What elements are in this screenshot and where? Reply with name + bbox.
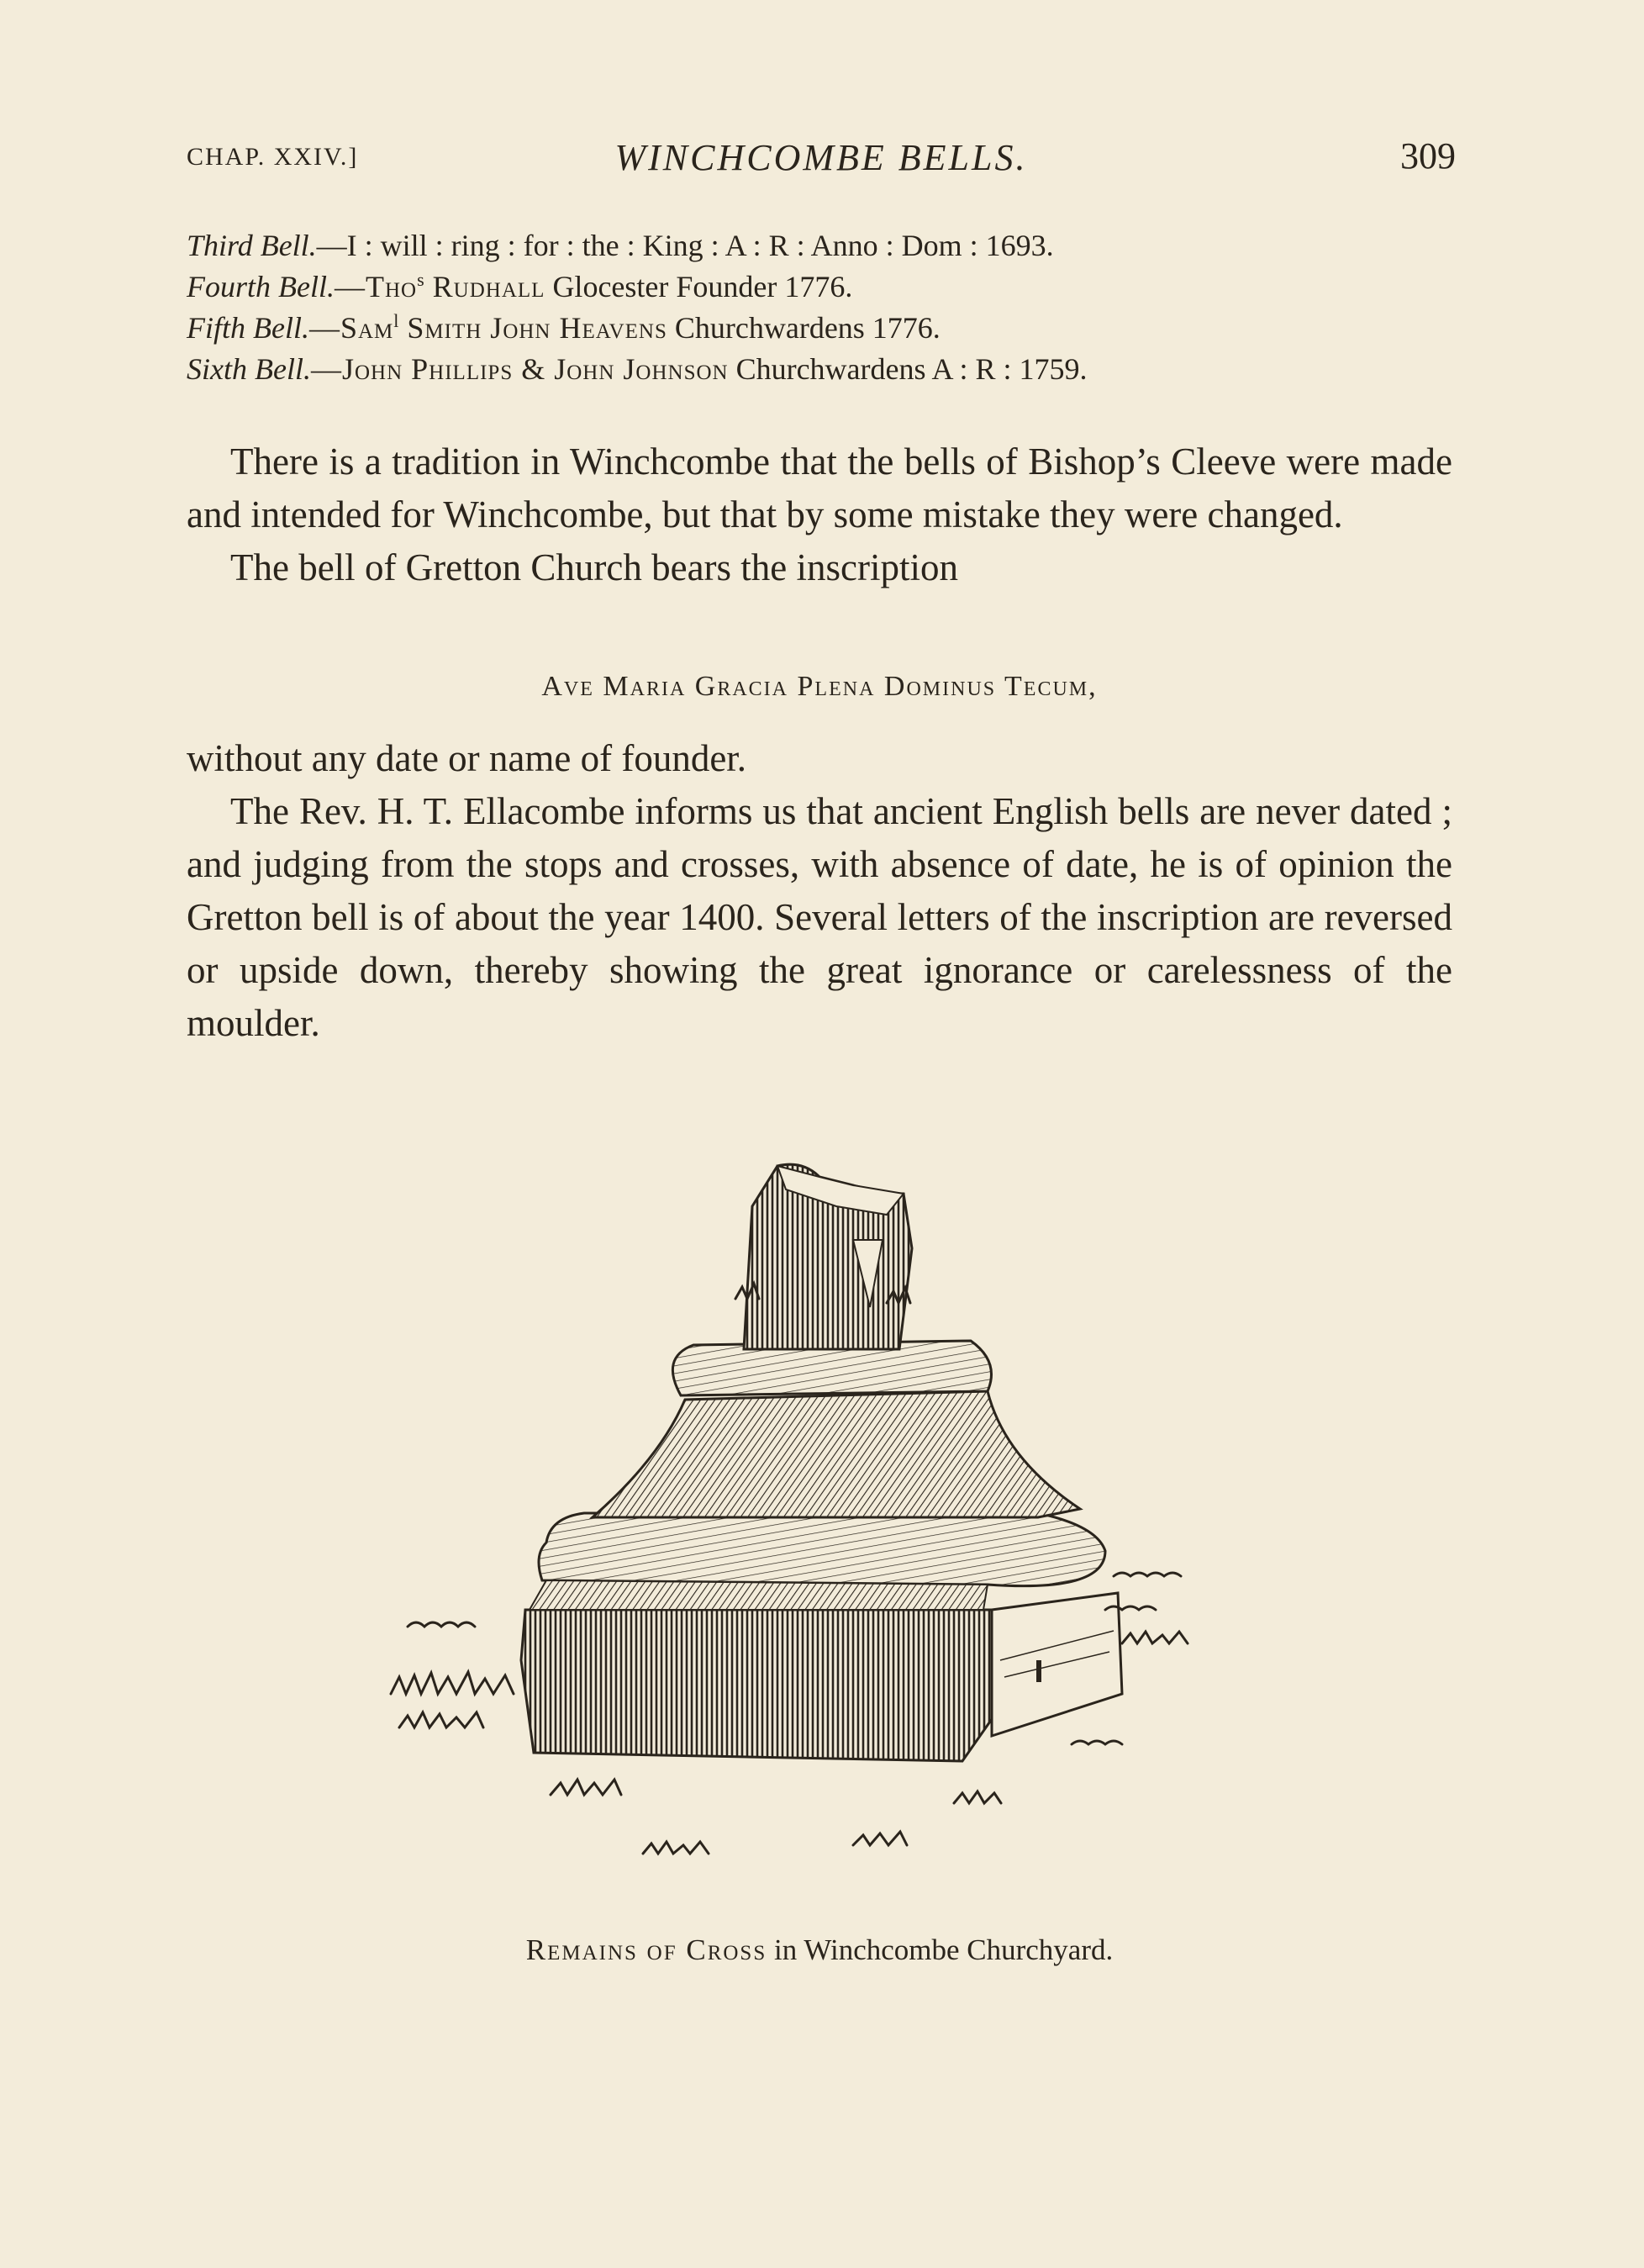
bell-entry-third xyxy=(187,225,1464,266)
bell-name: Fourth Bell. xyxy=(187,270,335,303)
bell-founder-abbrev: —Tho xyxy=(334,270,418,303)
bell-founder-name: Smith John Heavens xyxy=(398,311,667,345)
superscript: l xyxy=(393,310,399,331)
bell-text: —I : will : ring : for : the : King : A : R : Anno : Dom : 1693. xyxy=(316,229,1054,262)
bell-founder-name: Rudhall xyxy=(424,270,545,303)
chapter-label: CHAP. XXIV.] xyxy=(187,143,359,171)
bell-entry-fifth xyxy=(187,308,1464,349)
superscript: s xyxy=(417,269,424,290)
bell-text: Churchwardens 1776. xyxy=(667,311,941,345)
paragraph: The Rev. H. T. Ellacombe informs us that ancient English bells are never dated ; and judging from the stops and crosses, with absence of date, he is of opinion the Gretton bell is of about the year 1400. Several letters of the inscription are reversed or upside down, thereby showing the great ignorance or carelessness of the moulder. xyxy=(187,790,1452,1044)
cross-remains-illustration xyxy=(382,1156,1257,1912)
running-header xyxy=(187,134,1456,185)
paragraph-block-1 xyxy=(187,435,1452,594)
caption-smallcaps: Remains of Cross xyxy=(525,1933,767,1966)
running-title: WINCHCOMBE BELLS. xyxy=(614,137,1028,178)
bell-text: Glocester Founder 1776. xyxy=(545,270,853,303)
bell-entry-sixth xyxy=(187,349,1464,390)
paragraph: The bell of Gretton Church bears the inscription xyxy=(230,546,959,588)
bell-entry-fourth xyxy=(187,266,1464,308)
caption-text: in Winchcombe Churchyard. xyxy=(767,1933,1114,1966)
bell-founder-abbrev: —Sam xyxy=(308,311,394,345)
bell-name: Sixth Bell. xyxy=(187,352,311,386)
figure-caption xyxy=(187,1933,1452,1967)
bell-text: Churchwardens A : R : 1759. xyxy=(728,352,1088,386)
paragraph: There is a tradition in Winchcombe that the bells of Bishop’s Cleeve were made and intended for Winchcombe, but that by some mistake they were changed. xyxy=(187,440,1452,535)
bell-inscriptions-list xyxy=(187,225,1464,390)
gretton-bell-inscription: Ave Maria Gracia Plena Dominus Tecum, xyxy=(541,671,1098,702)
bell-founder-name: —John Phillips & John Johnson xyxy=(310,352,729,386)
bell-name: Third Bell. xyxy=(187,229,317,262)
bell-name: Fifth Bell. xyxy=(187,311,309,345)
paragraph: without any date or name of founder. xyxy=(187,737,747,779)
page-number: 309 xyxy=(1400,135,1456,177)
paragraph-block-2 xyxy=(187,732,1452,1050)
